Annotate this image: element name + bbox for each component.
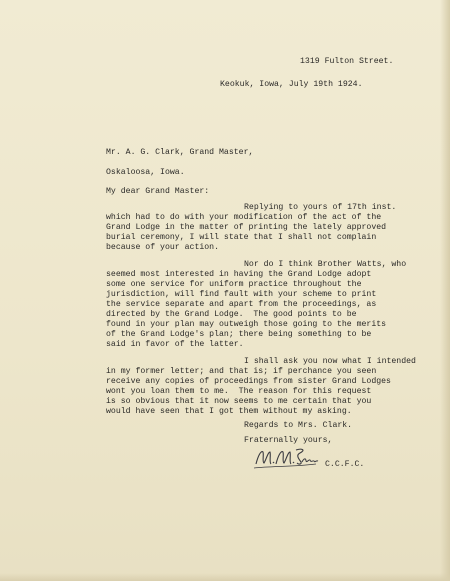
salutation: My dear Grand Master: (106, 187, 210, 196)
paragraph2-line: some one service for uniform practice throughout the (106, 280, 362, 289)
paragraph3-line: would have seen that I got them without my asking. (106, 407, 352, 416)
recipient-name: Mr. A. G. Clark, Grand Master, (106, 148, 254, 157)
paragraph3-line: is so obvious that it now seems to me certain that you (106, 397, 372, 406)
paragraph2-line: directed by the Grand Lodge. The good points to be (106, 310, 357, 319)
paragraph3-line: wont you loan them to me. The reason for this request (106, 387, 372, 396)
paper-bottom-shadow (0, 573, 450, 581)
date-line: Keokuk, Iowa, July 19th 1924. (220, 80, 363, 89)
paragraph2-line: the service separate and apart from the proceedings, as (106, 300, 377, 309)
signature-title: C.C.F.C. (325, 460, 365, 469)
signature-image (252, 442, 322, 472)
paper-edge-shadow (440, 0, 450, 581)
paragraph2-line: found in your plan may outweigh those going to the merits (106, 320, 387, 329)
paragraph1-line: which had to do with your modification of the act of the (106, 213, 382, 222)
paragraph1-line: Replying to yours of 17th inst. (244, 203, 397, 212)
paragraph1-line: burial ceremony, I will state that I shall not complain (106, 233, 377, 242)
paragraph1-line: Grand Lodge in the matter of printing the lately approved (106, 223, 387, 232)
paragraph3-line: receive any copies of proceedings from sister Grand Lodges (106, 377, 391, 386)
paragraph2-line: jurisdiction, will find fault with your scheme to print (106, 290, 377, 299)
closing-line: Fraternally yours, (244, 436, 333, 445)
paragraph3-line: in my former letter; and that is; if perchance you seen (106, 367, 377, 376)
paragraph2-line: of the Grand Lodge's plan; there being something to be (106, 330, 372, 339)
regards-line: Regards to Mrs. Clark. (244, 421, 353, 430)
sender-address: 1319 Fulton Street. (300, 57, 394, 66)
paragraph2-line: seemed most interested in having the Grand Lodge adopt (106, 270, 372, 279)
recipient-city: Oskaloosa, Iowa. (106, 168, 185, 177)
paragraph1-line: because of your action. (106, 243, 220, 252)
paragraph3-line: I shall ask you now what I intended (244, 357, 416, 366)
paragraph2-line: said in favor of the latter. (106, 340, 244, 349)
paragraph2-line: Nor do I think Brother Watts, who (244, 260, 407, 269)
